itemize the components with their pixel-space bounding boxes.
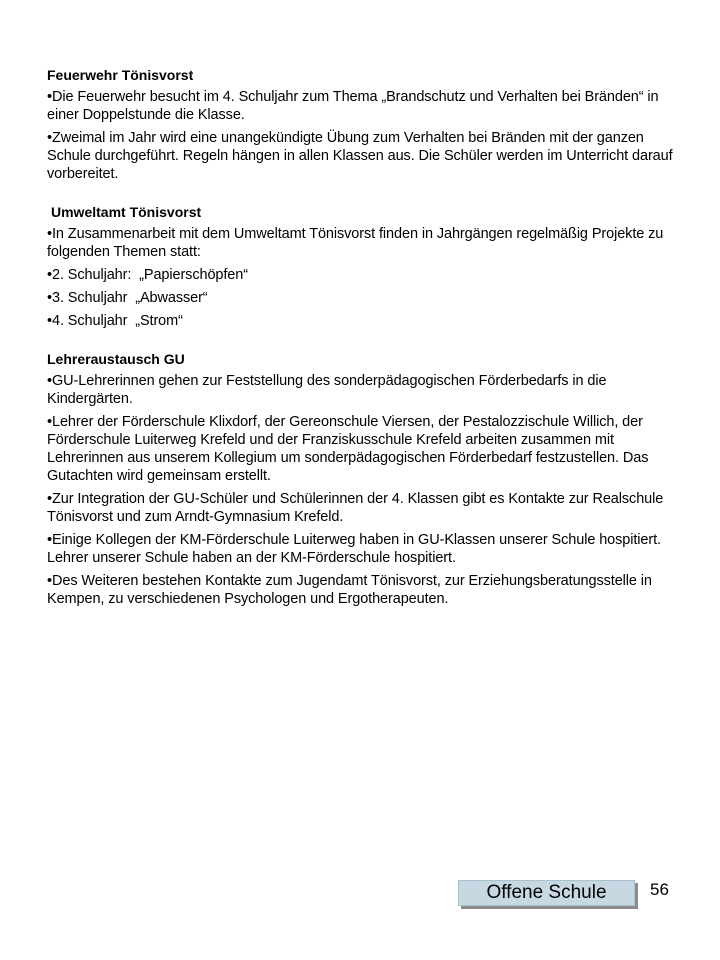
list-item	[47, 129, 687, 183]
section-feuerwehr	[47, 66, 687, 183]
list-item-text: 2. Schuljahr: „Papierschöpfen“	[51, 267, 248, 283]
section-heading: Lehreraustausch GU	[47, 351, 185, 367]
bullet-icon: •	[47, 414, 52, 430]
offene-schule-label: Offene Schule	[458, 880, 635, 906]
list-item	[47, 266, 687, 284]
bullet-icon: •	[47, 226, 52, 242]
list-item-text: 4. Schuljahr „Strom“	[51, 313, 183, 329]
list-item-text: Des Weiteren bestehen Kontakte zum Jugendamt Tönisvorst, zur Erziehungsberatungsstelle in Kempen, zu verschiedenen Psychologen und Ergotherapeuten.	[47, 573, 652, 607]
list-item-text: Einige Kollegen der KM-Förderschule Luiterweg haben in GU-Klassen unserer Schule hospitiert. Lehrer unserer Schule haben an der KM-Förderschule hospitiert.	[47, 532, 661, 566]
list-item-text: 3. Schuljahr „Abwasser“	[51, 290, 208, 306]
bullet-icon: •	[47, 573, 52, 589]
list-item-text: Lehrer der Förderschule Klixdorf, der Gereonschule Viersen, der Pestalozzischule Willich, der Förderschule Luiterweg Krefeld und der Franziskusschule Krefeld arbeiten zusammen mit Lehrerinnen aus unserem Kollegium um sonderpädagogischen Förderbedarf festzustellen. Das Gutachten wird gemeinsam erstellt.	[47, 414, 649, 484]
list-item	[47, 312, 687, 330]
list-item-text: Zur Integration der GU-Schüler und Schülerinnen der 4. Klassen gibt es Kontakte zur Realschule Tönisvorst und zum Arndt-Gymnasium Krefeld.	[47, 491, 664, 525]
section-heading: Umweltamt Tönisvorst	[51, 204, 202, 220]
section-lehreraustausch	[47, 350, 687, 608]
list-item-text: GU-Lehrerinnen gehen zur Feststellung des sonderpädagogischen Förderbedarfs in die Kindergärten.	[47, 373, 607, 407]
list-item	[47, 490, 687, 526]
bullet-icon: •	[47, 532, 52, 548]
bullet-icon: •	[47, 130, 52, 146]
bullet-icon: •	[47, 89, 52, 105]
list-item	[47, 372, 687, 408]
bullet-icon: •	[47, 290, 52, 306]
list-item	[47, 88, 687, 124]
list-item	[47, 572, 687, 608]
list-item-text: Die Feuerwehr besucht im 4. Schuljahr zum Thema „Brandschutz und Verhalten bei Bränden“ in einer Doppelstunde die Klasse.	[47, 89, 659, 123]
section-heading: Feuerwehr Tönisvorst	[47, 67, 194, 83]
list-item	[47, 225, 687, 261]
list-item-text: In Zusammenarbeit mit dem Umweltamt Tönisvorst finden in Jahrgängen regelmäßig Projekte zu folgenden Themen statt:	[47, 226, 664, 260]
bullet-icon: •	[47, 491, 52, 507]
list-item-text: Zweimal im Jahr wird eine unangekündigte Übung zum Verhalten bei Bränden mit der ganzen Schule durchgeführt. Regeln hängen in allen Klassen aus. Die Schüler werden im Unterricht darauf vorbereitet.	[47, 130, 673, 182]
list-item	[47, 413, 687, 485]
bullet-icon: •	[47, 313, 52, 329]
bullet-icon: •	[47, 373, 52, 389]
list-item	[47, 289, 687, 307]
list-item	[47, 531, 687, 567]
page-number: 56	[650, 880, 669, 899]
document-body	[47, 66, 687, 628]
bullet-icon: •	[47, 267, 52, 283]
section-umweltamt	[47, 203, 687, 330]
